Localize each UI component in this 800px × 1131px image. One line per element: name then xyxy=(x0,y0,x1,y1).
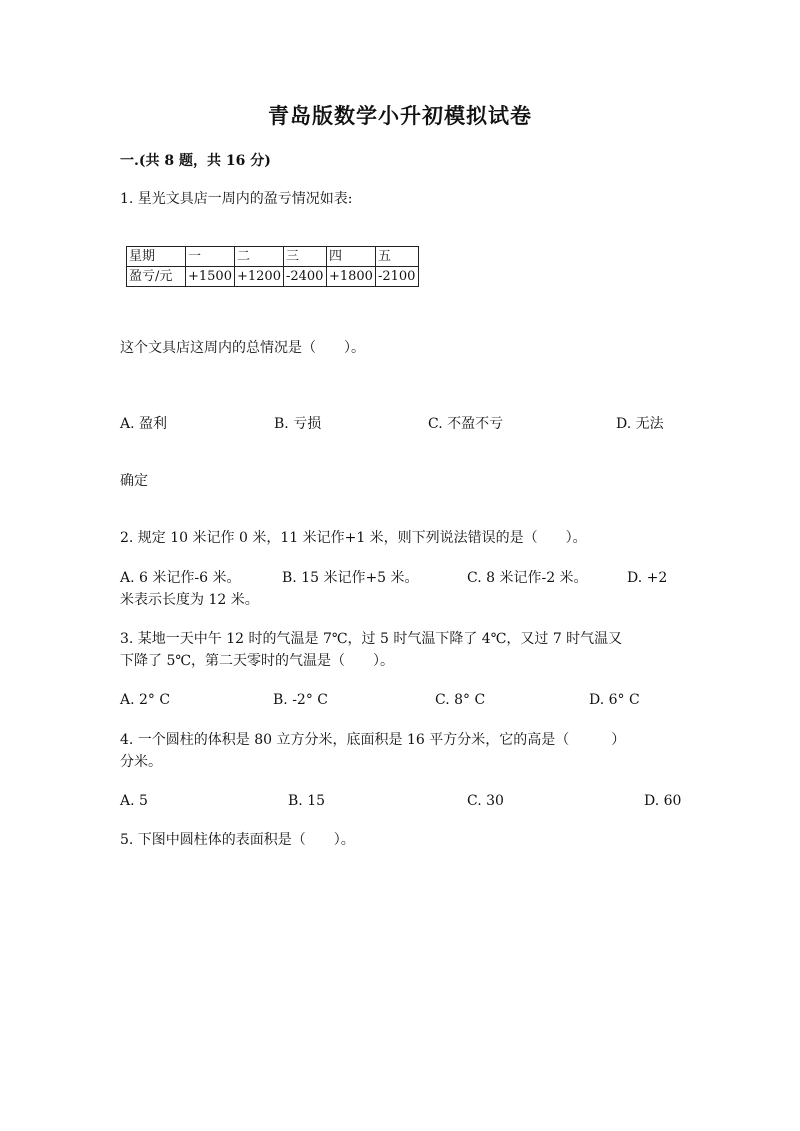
table-cell: +1500 xyxy=(186,267,235,287)
q5-stem: 5. 下图中圆柱体的表面积是（ ）。 xyxy=(120,832,355,848)
q2-option-a: A. 6 米记作-6 米。 xyxy=(120,570,241,586)
q4-option-b: B. 15 xyxy=(288,793,326,809)
table-cell: 星期 xyxy=(127,247,186,267)
q4-stem-line2: 分米。 xyxy=(120,754,162,770)
table-row xyxy=(127,267,419,287)
q2-stem: 2. 规定 10 米记作 0 米，11 米记作+1 米，则下列说法错误的是（ ）。 xyxy=(120,530,587,546)
q3-stem-line1: 3. 某地一天中午 12 时的气温是 7℃，过 5 时气温下降了 4℃，又过 7 时气温又 xyxy=(120,631,623,647)
table-cell: +1200 xyxy=(234,267,283,287)
table-cell: 三 xyxy=(283,247,326,267)
q3-option-c: C. 8° C xyxy=(435,692,486,708)
table-cell: 四 xyxy=(326,247,375,267)
q4-option-c: C. 30 xyxy=(467,793,504,809)
page-title: 青岛版数学小升初模拟试卷 xyxy=(268,103,532,128)
table-row xyxy=(127,247,419,267)
table-cell: +1800 xyxy=(326,267,375,287)
table-cell: 盈亏/元 xyxy=(127,267,186,287)
q2-option-b: B. 15 米记作+5 米。 xyxy=(282,570,419,586)
q4-option-a: A. 5 xyxy=(120,793,148,809)
q3-stem-line2: 下降了 5℃，第二天零时的气温是（ ）。 xyxy=(120,653,395,669)
q2-option-d: D. +2 xyxy=(627,570,668,586)
q4-stem-line1: 4. 一个圆柱的体积是 80 立方分米，底面积是 16 平方分米，它的高是（ ） xyxy=(120,732,626,748)
profit-loss-table xyxy=(126,246,419,287)
q1-stem: 1. 星光文具店一周内的盈亏情况如表: xyxy=(120,191,353,207)
table-cell: -2100 xyxy=(375,267,418,287)
q1-option-a: A. 盈利 xyxy=(120,416,168,432)
q3-option-a: A. 2° C xyxy=(120,692,171,708)
q3-option-d: D. 6° C xyxy=(589,692,640,708)
table-cell: 一 xyxy=(186,247,235,267)
q2-option-d-wrap: 米表示长度为 12 米。 xyxy=(120,592,259,608)
q4-option-d: D. 60 xyxy=(644,793,682,809)
q1-option-d: D. 无法 xyxy=(616,416,664,432)
table-cell: -2400 xyxy=(283,267,326,287)
section-heading: 一.(共 8 题，共 16 分) xyxy=(120,153,271,169)
q1-option-b: B. 亏损 xyxy=(274,416,322,432)
table-cell: 五 xyxy=(375,247,418,267)
q2-option-c: C. 8 米记作-2 米。 xyxy=(467,570,588,586)
table-cell: 二 xyxy=(234,247,283,267)
q3-option-b: B. -2° C xyxy=(273,692,328,708)
q1-option-d-wrap: 确定 xyxy=(120,473,148,489)
q1-option-c: C. 不盈不亏 xyxy=(428,416,504,432)
q1-question: 这个文具店这周内的总情况是（ ）。 xyxy=(120,340,365,356)
